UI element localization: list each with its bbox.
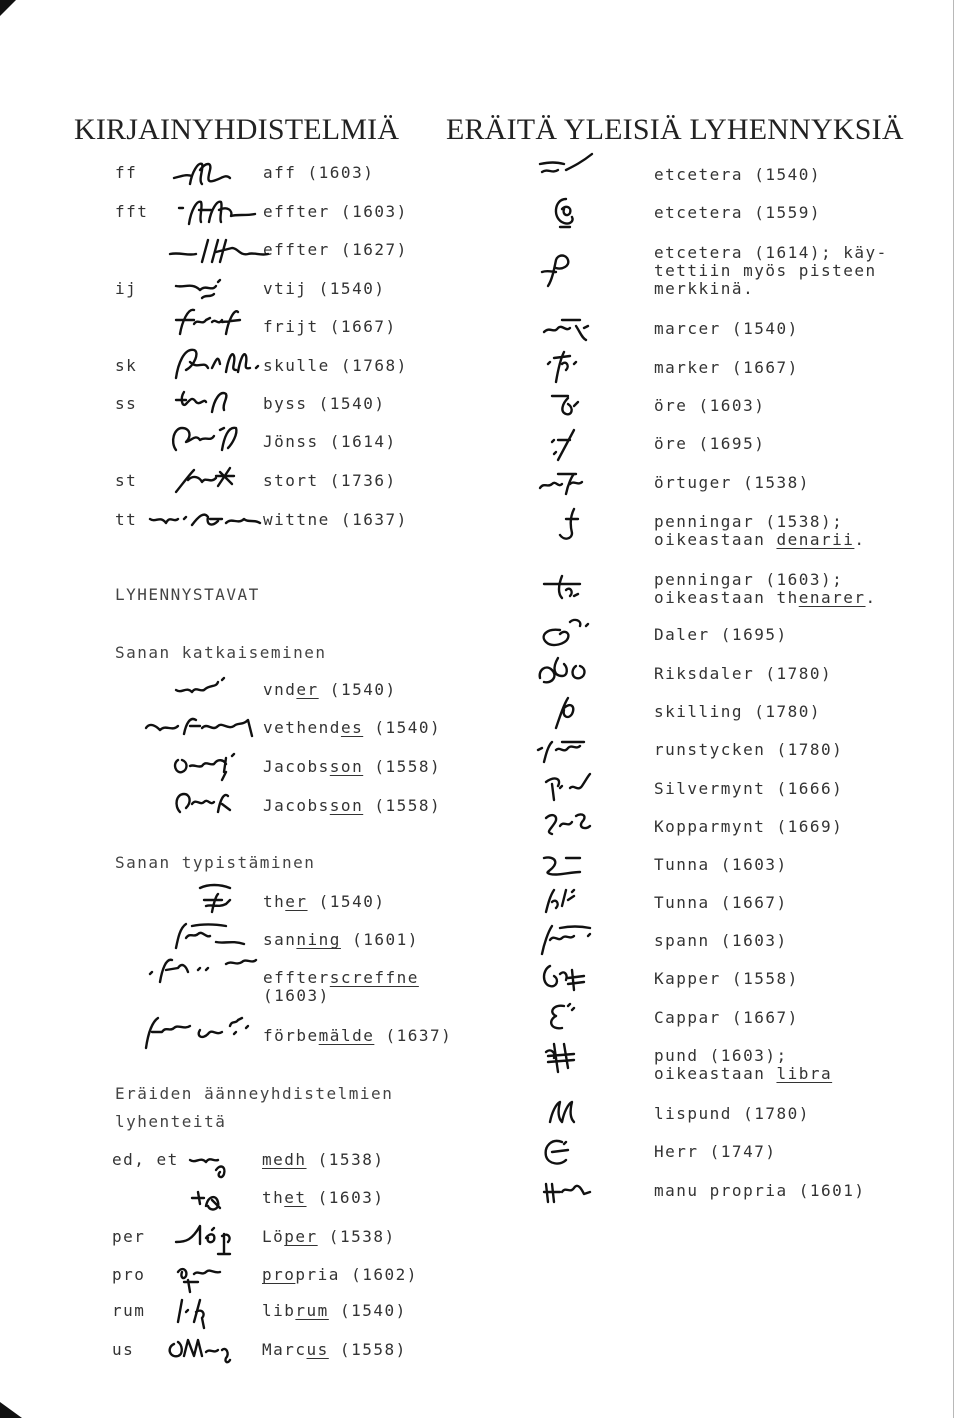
handwriting-sample-image xyxy=(172,384,242,418)
handwriting-sample-image xyxy=(540,770,604,804)
handwriting-sample-image xyxy=(170,786,240,820)
example-text: aff (1603) xyxy=(263,163,375,182)
handwriting-sample-image xyxy=(142,710,260,744)
handwriting-sample-image xyxy=(534,732,598,766)
example-text: frijt (1667) xyxy=(263,317,397,336)
handwriting-sample-image xyxy=(172,674,242,708)
scan-corner-mark xyxy=(0,0,16,16)
handwriting-sample-image xyxy=(536,846,600,880)
example-text: vtij (1540) xyxy=(263,279,386,298)
handwriting-sample-image xyxy=(148,505,266,539)
handwriting-sample-image xyxy=(536,960,600,994)
combination-label: sk xyxy=(115,356,138,375)
page-edge-line xyxy=(953,0,954,1418)
example-text: stort (1736) xyxy=(263,471,397,490)
example-text: Jönss (1614) xyxy=(263,432,397,451)
handwriting-sample-image xyxy=(192,882,242,916)
combination-label: st xyxy=(115,471,138,490)
combination-label: us xyxy=(112,1340,135,1359)
handwriting-sample-image xyxy=(540,572,600,606)
handwriting-sample-image xyxy=(538,250,598,284)
handwriting-sample-image xyxy=(536,466,600,500)
handwriting-sample-image xyxy=(170,1220,250,1254)
combination-label: per xyxy=(112,1227,146,1246)
handwriting-sample-image xyxy=(550,505,590,539)
handwriting-sample-image xyxy=(540,1174,604,1208)
example-text: wittne (1637) xyxy=(263,510,408,529)
handwriting-sample-image xyxy=(538,1134,588,1168)
section-heading: lyhenteitä xyxy=(115,1112,227,1131)
handwriting-sample-image xyxy=(544,386,594,420)
section-heading: Eräiden äänneyhdistelmien xyxy=(115,1084,394,1103)
example-text: skulle (1768) xyxy=(263,356,408,375)
handwriting-sample-image xyxy=(172,158,242,192)
handwriting-sample-image xyxy=(536,152,606,186)
handwriting-sample-image xyxy=(144,952,264,986)
handwriting-sample-image xyxy=(540,310,600,344)
handwriting-sample-image xyxy=(540,998,590,1032)
handwriting-sample-image xyxy=(534,654,604,688)
handwriting-sample-image xyxy=(164,1334,244,1368)
combination-label: ed, et xyxy=(112,1150,179,1169)
handwriting-sample-image xyxy=(164,344,264,378)
left-heading: KIRJAINYHDISTELMIÄ xyxy=(74,113,400,146)
section-heading: Sanan katkaiseminen xyxy=(115,643,327,662)
example-text: effter (1627) xyxy=(263,240,408,259)
scan-corner-mark xyxy=(0,1402,22,1418)
handwriting-sample-image xyxy=(172,462,242,496)
example-text: byss (1540) xyxy=(263,394,386,413)
handwriting-sample-image xyxy=(540,1038,590,1072)
handwriting-sample-image xyxy=(172,304,244,338)
handwriting-sample-image xyxy=(172,272,232,306)
right-heading: ERÄITÄ YLEISIÄ LYHENNYKSIÄ xyxy=(446,113,904,146)
handwriting-sample-image xyxy=(544,426,594,460)
handwriting-sample-image xyxy=(546,692,586,726)
handwriting-sample-image xyxy=(538,806,602,840)
example-text: effter (1603) xyxy=(263,202,408,221)
handwriting-sample-image xyxy=(536,614,600,648)
handwriting-sample-image xyxy=(548,193,588,227)
handwriting-sample-image xyxy=(172,1258,244,1292)
combination-label: rum xyxy=(112,1301,146,1320)
handwriting-sample-image xyxy=(138,1012,268,1046)
handwriting-sample-image xyxy=(540,346,600,380)
handwriting-sample-image xyxy=(540,1096,590,1130)
combination-label: pro xyxy=(112,1265,146,1284)
handwriting-sample-image xyxy=(540,884,590,918)
handwriting-sample-image xyxy=(536,920,600,954)
combination-label: ff xyxy=(115,163,138,182)
handwriting-sample-image xyxy=(186,1146,236,1180)
section-heading: LYHENNYSTAVAT xyxy=(115,585,260,604)
handwriting-sample-image xyxy=(175,196,260,230)
section-heading: Sanan typistäminen xyxy=(115,853,316,872)
handwriting-sample-image xyxy=(186,1184,236,1218)
combination-label: fft xyxy=(115,202,149,221)
combination-label: ss xyxy=(115,394,138,413)
combination-label: ij xyxy=(115,279,138,298)
handwriting-sample-image xyxy=(170,918,260,952)
combination-label: tt xyxy=(115,510,138,529)
handwriting-sample-image xyxy=(166,420,246,454)
handwriting-sample-image xyxy=(168,234,273,268)
handwriting-sample-image xyxy=(170,750,250,784)
handwriting-sample-image xyxy=(172,1294,232,1328)
